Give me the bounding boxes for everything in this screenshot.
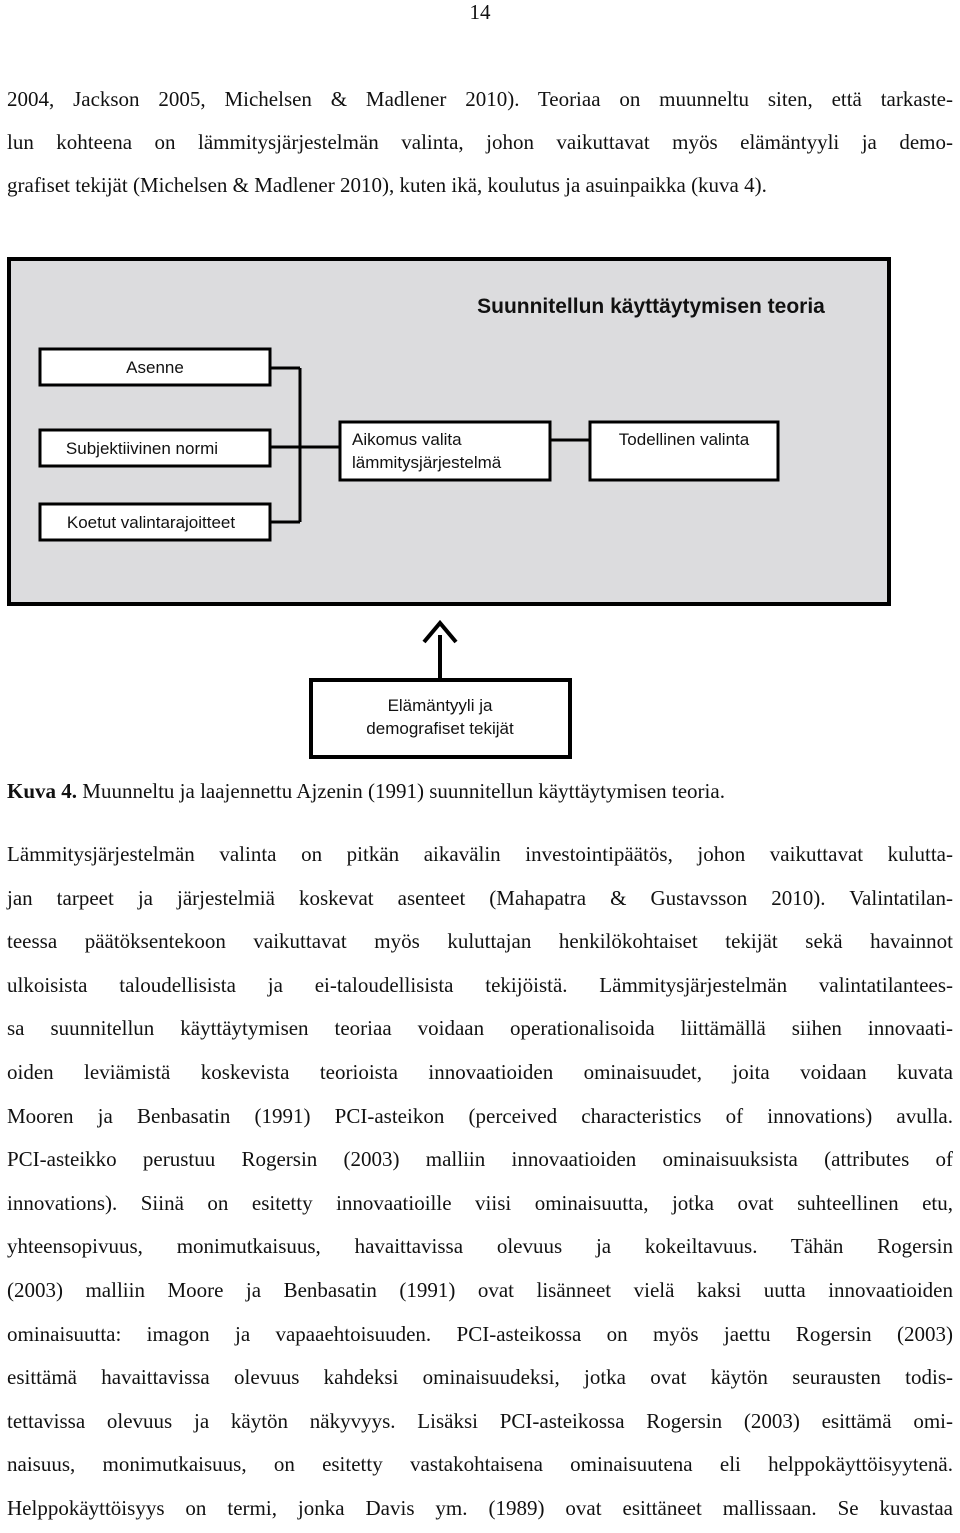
diagram-svg bbox=[0, 250, 960, 770]
figure-diagram bbox=[0, 250, 960, 770]
text-line: naisuus, monimutkaisuus, on esitetty vastakohtaisena ominaisuutena eli helppokäyttöisyytenä. bbox=[7, 1452, 953, 1477]
subjective-norm-label: Subjektiivinen normi bbox=[65, 439, 219, 458]
text-line: ominaisuutta: imagon ja vapaaehtoisuuden. PCI-asteikossa on myös jaettu Rogersin (2003) bbox=[7, 1321, 953, 1346]
intention-label-line2: lämmitysjärjestelmä bbox=[352, 453, 502, 472]
body-paragraph bbox=[7, 833, 953, 1531]
text-line: oiden leviämistä koskevista teorioista innovaatioiden ominaisuudet, joita voidaan kuvata bbox=[7, 1059, 953, 1084]
text-line: Lämmitysjärjestelmän valinta on pitkän aikavälin investointipäätös, johon vaikuttavat kulutta- bbox=[7, 842, 953, 866]
text-line: tettavissa olevuus ja käytön näkyvyys. Lisäksi PCI-asteikossa Rogersin (2003) esittämä omi- bbox=[7, 1408, 953, 1433]
text-line: (2003) malliin Moore ja Benbasatin (1991) ovat lisänneet vielä kaksi uutta innovaatioiden bbox=[7, 1277, 953, 1302]
panel-title: Suunnitellun käyttäytymisen teoria bbox=[477, 295, 825, 318]
text-line: jan tarpeet ja järjestelmiä koskevat asenteet (Mahapatra & Gustavsson 2010). Valintatilan- bbox=[7, 885, 953, 910]
page-number: 14 bbox=[469, 0, 491, 24]
text-line: grafiset tekijät (Michelsen & Madlener 2010), kuten ikä, koulutus ja asuinpaikka (kuva 4). bbox=[7, 173, 767, 197]
lifestyle-label-line1: Elämäntyyli ja bbox=[387, 696, 493, 715]
intention-label-line1: Aikomus valita bbox=[352, 430, 462, 449]
intro-paragraph bbox=[7, 78, 953, 207]
text-line: ulkoisista taloudellisista ja ei-taloudellisista tekijöistä. Lämmitysjärjestelmän valintatilantees- bbox=[7, 972, 953, 997]
text-line: Mooren ja Benbasatin (1991) PCI-asteikon (perceived characteristics of innovations) avulla. bbox=[7, 1103, 953, 1128]
text-line: 2004, Jackson 2005, Michelsen & Madlener 2010). Teoriaa on muunneltu siten, että tarkaste- bbox=[7, 87, 953, 111]
text-line: PCI-asteikko perustuu Rogersin (2003) malliin innovaatioiden ominaisuuksista (attributes of bbox=[7, 1147, 953, 1172]
figure-caption bbox=[7, 777, 725, 805]
text-line: sa suunnitellun käyttäytymisen teoriaa voidaan operationalisoida liittämällä siihen innovaati- bbox=[7, 1016, 953, 1041]
text-line: Helppokäyttöisyys on termi, jonka Davis ym. (1989) ovat esittäneet mallissaan. Se kuvastaa bbox=[7, 1495, 953, 1520]
constraints-label: Koetut valintarajoitteet bbox=[66, 513, 236, 532]
caption-text: Muunneltu ja laajennettu Ajzenin (1991) suunnitellun käyttäytymisen teoria. bbox=[77, 779, 725, 803]
text-line: teessa päätöksentekoon vaikuttavat myös kuluttajan henkilökohtaiset tekijät sekä havainnot bbox=[7, 929, 953, 954]
text-line: yhteensopivuus, monimutkaisuus, havaittavissa olevuus ja kokeiltavuus. Tähän Rogersin bbox=[7, 1234, 953, 1259]
lifestyle-label-line2: demografiset tekijät bbox=[366, 719, 514, 738]
text-line: lun kohteena on lämmitysjärjestelmän valinta, johon vaikuttavat myös elämäntyyli ja demo- bbox=[7, 130, 953, 154]
caption-label: Kuva 4. bbox=[7, 779, 78, 803]
attitude-label: Asenne bbox=[126, 358, 184, 377]
text-line: innovations). Siinä on esitetty innovaatioille viisi ominaisuutta, jotka ovat suhteellinen etu, bbox=[7, 1190, 953, 1215]
actual-choice-label: Todellinen valinta bbox=[618, 430, 750, 449]
text-line: esittämä havaittavissa olevuus kahdeksi ominaisuudeksi, jotka ovat käytön seurausten todis- bbox=[7, 1365, 953, 1390]
